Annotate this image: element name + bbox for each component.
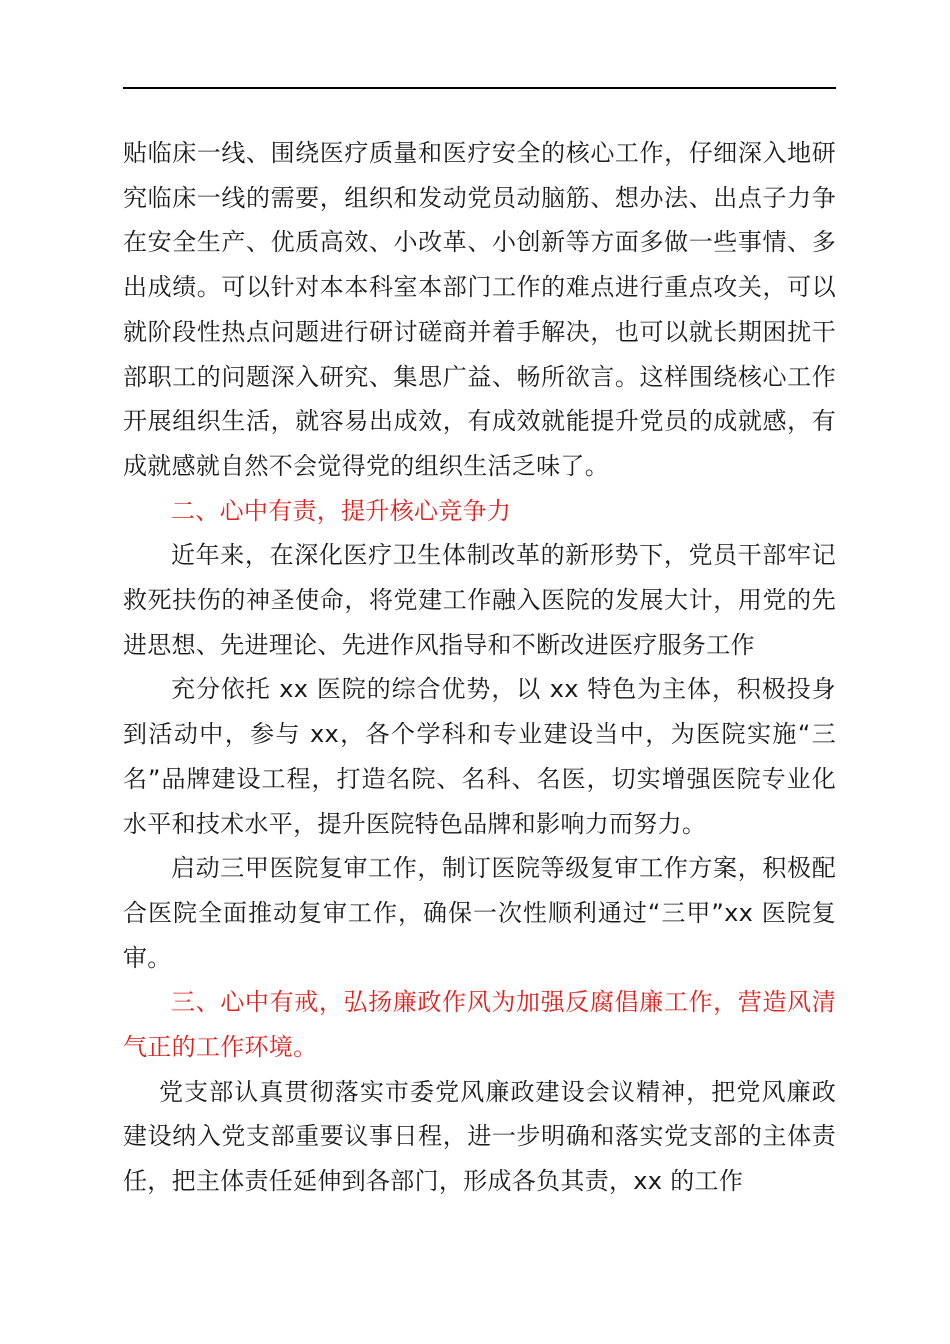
section-heading-discipline: 三、心中有戒，弘扬廉政作风为加强反腐倡廉工作，营造风清气正的工作环境。 — [123, 988, 836, 1062]
paragraph-recent-years: 近年来，在深化医疗卫生体制改革的新形势下，党员干部牢记救死扶伤的神圣使命，将党建工作融入医院的发展大计，用党的先进思想、先进理论、先进作风指导和不断改进医疗服务工作 — [123, 541, 836, 659]
paragraph-clinical-work: 贴临床一线、围绕医疗质量和医疗安全的核心工作，仔细深入地研究临床一线的需要，组织和发动党员动脑筋、想办法、出点子力争在安全生产、优质高效、小改革、小创新等方面多做一些事情、多出成绩。可以针对本本科室本部门工作的难点进行重点攻关，可以就阶段性热点问题进行研讨磋商并着手解决，也可以就长期困扰干部职工的问题深入研究、集思广益、畅所欲言。这样围绕核心工作开展组织生活，就容易出成效，有成效就能提升党员的成就感，有成就感就自然不会觉得党的组织生活乏味了。 — [123, 139, 836, 480]
paragraph-party-branch: 党支部认真贯彻落实市委党风廉政建设会议精神，把党风廉政建设纳入党支部重要议事日程，进一步明确和落实党支部的主体责任，把主体责任延伸到各部门，形成各负其责，xx 的工作 — [123, 1077, 836, 1196]
paragraph-hospital-advantage: 充分依托 xx 医院的综合优势，以 xx 特色为主体，积极投身到活动中，参与 xx，各个学科和专业建设当中，为医院实施“三名”品牌建设工程，打造名院、名科、名医，切实增强医院专业化水平和技术水平，提升医院特色品牌和影响力而努力。 — [123, 675, 836, 838]
document-body — [123, 131, 836, 1204]
paragraph-tertiary-review: 启动三甲医院复审工作，制订医院等级复审工作方案，积极配合医院全面推动复审工作，确保一次性顺利通过“三甲”xx 医院复审。 — [123, 854, 836, 972]
section-heading-responsibility: 二、心中有责，提升核心竞争力 — [171, 496, 512, 525]
header-rule — [123, 87, 836, 89]
